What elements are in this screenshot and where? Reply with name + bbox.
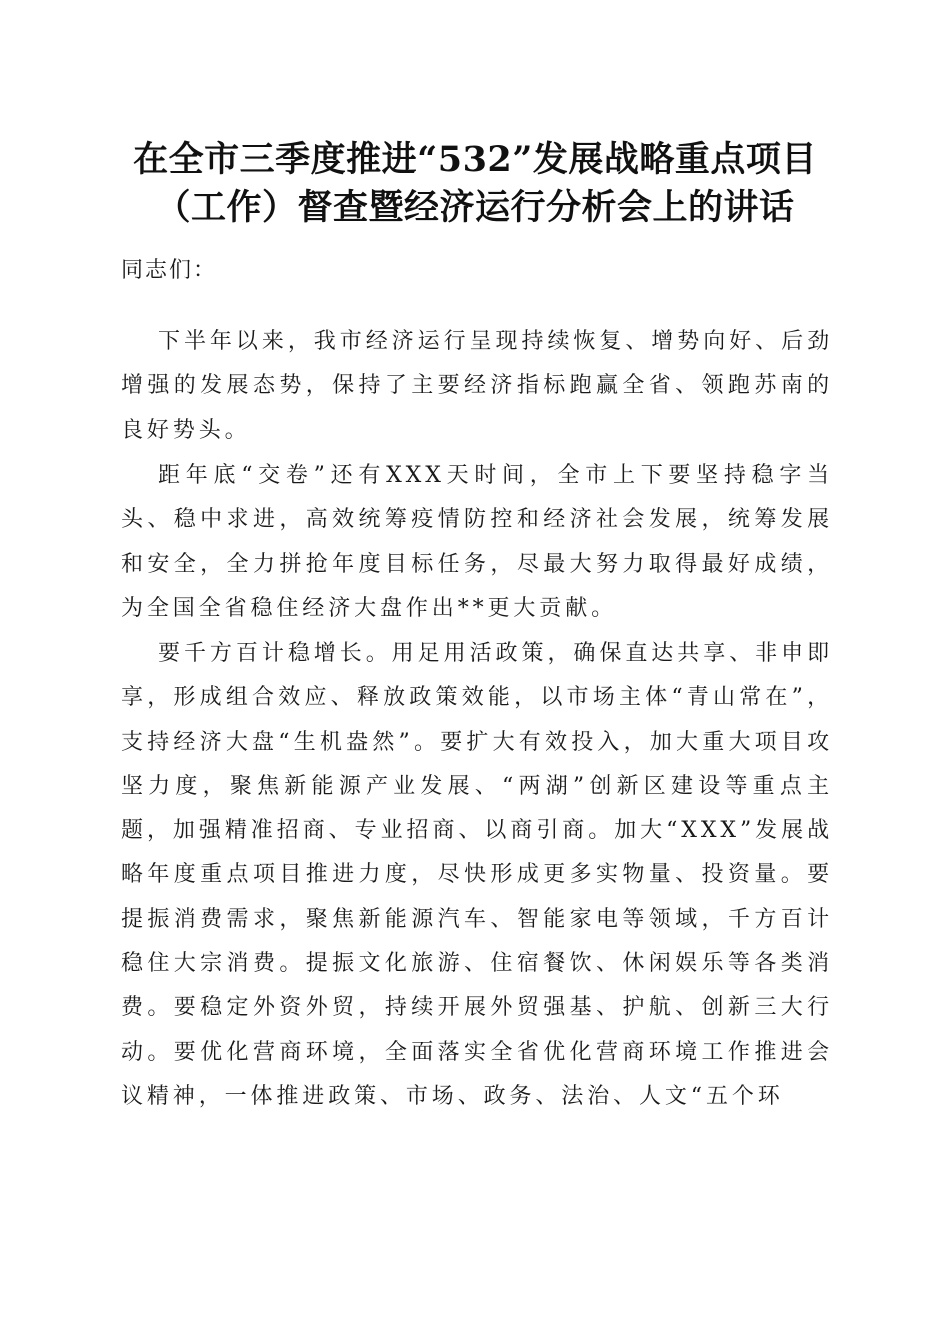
document-title-line-1: 在全市三季度推进“532”发展战略重点项目	[133, 139, 817, 180]
paragraph-3: 要千方百计稳增长。用足用活政策，确保直达共享、非申即享，形成组合效应、释放政策效能，以市场主体“青山常在”，支持经济大盘“生机盎然”。要扩大有效投入，加大重大项目攻坚力度，聚焦新能源产业发展、“两湖”创新区建设等重点主题，加强精准招商、专业招商、以商引商。加大“XXX”发展战略年度重点项目推进力度，尽快形成更多实物量、投资量。要提振消费需求，聚焦新能源汽车、智能家电等领域，千方百计稳住大宗消费。提振文化旅游、住宿餐饮、休闲娱乐等各类消费。要稳定外资外贸，持续开展外贸强基、护航、创新三大行动。要优化营商环境，全面落实全省优化营商环境工作推进会议精神，一体推进政策、市场、政务、法治、人文“五个环	[121, 641, 833, 1109]
paragraph-2: 距年底“交卷”还有XXX天时间，全市上下要坚持稳字当头、稳中求进，高效统筹疫情防控和经济社会发展，统筹发展和安全，全力拼抢年度目标任务，尽最大努力取得最好成绩，为全国全省稳住经济大盘作出**更大贡献。	[121, 463, 833, 621]
greeting: 同志们：	[121, 258, 218, 283]
document-title-line-2: （工作）督查暨经济运行分析会上的讲话	[155, 187, 795, 228]
paragraph-1: 下半年以来，我市经济运行呈现持续恢复、增势向好、后劲增强的发展态势，保持了主要经济指标跑赢全省、领跑苏南的良好势头。	[121, 329, 833, 443]
